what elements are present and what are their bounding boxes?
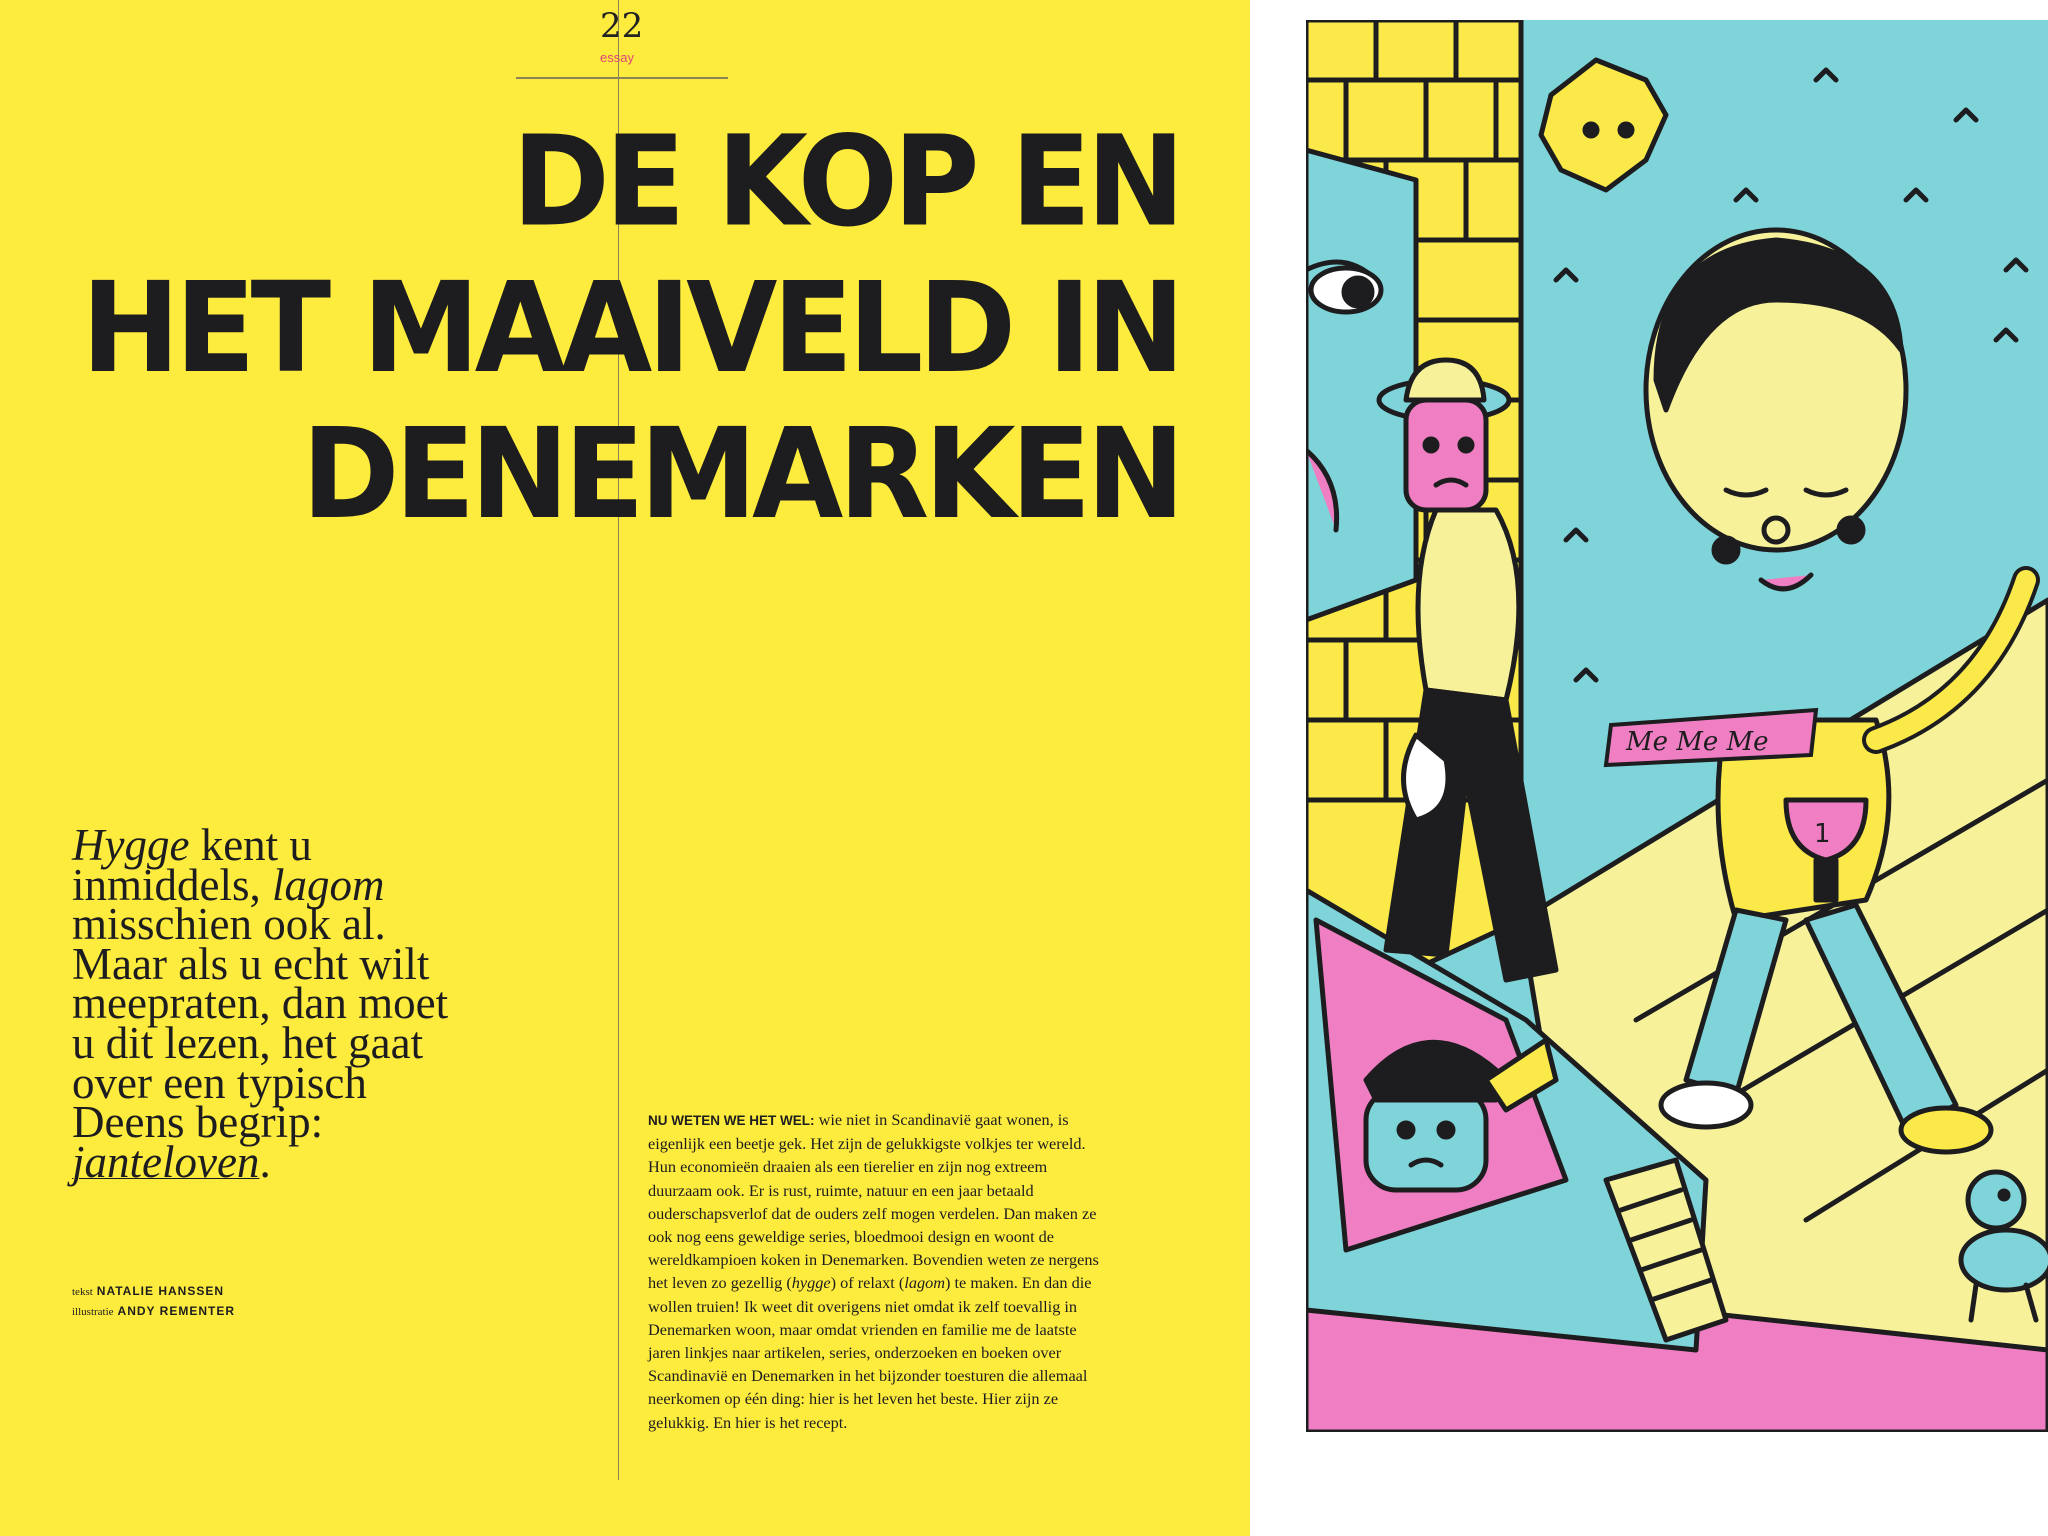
headline-line-1: DE KOP EN: [511, 108, 1180, 255]
article-body: [648, 1108, 1104, 1434]
article-lead-in: NU WETEN WE HET WEL:: [648, 1113, 815, 1128]
section-label: essay: [600, 50, 634, 65]
article-term-lagom: lagom: [904, 1273, 946, 1293]
credit-illustration: [72, 1302, 235, 1322]
headline-line-3: DENEMARKEN: [301, 400, 1180, 547]
credits: [72, 1282, 235, 1321]
headline-line-2: HET MAAIVELD IN: [81, 254, 1180, 401]
sash-text: Me Me Me: [1626, 727, 1769, 757]
header-rule: [516, 77, 728, 79]
intro-term-janteloven: janteloven: [72, 1136, 260, 1187]
article-paragraph-part-1: wie niet in Scandinavië gaat wonen, is eigenlijk een beetje gek. Het zijn de gelukkigste volkjes ter wereld. Hun economieën draaien als een tierelier en zijn nog extreem duurzaam ook. Er is rust, ruimte, natuur en een jaar betaald ouderschapsverlof dat de ouders zelf mogen verdelen. Dan maken ze ook nog eens geweldige series, bloedmooi design en woont de wereldkampioen koken in Denemarken. Bovendien weten ze nergens het leven zo gezellig (: [648, 1110, 1099, 1293]
intro-part-2: misschien ook al. Maar als u echt wilt meepraten, dan moet u dit lezen, het gaat over een typisch Deens begrip:: [72, 899, 449, 1148]
editorial-illustration: [1306, 20, 2048, 1432]
headline: [80, 108, 1180, 547]
trophy-number: 1: [1814, 819, 1831, 849]
page-number: 22: [600, 6, 644, 46]
intro-term-lagom: lagom: [272, 859, 385, 910]
credit-illustration-name: ANDY REMENTER: [117, 1303, 236, 1318]
article-paragraph-part-3: ) te maken. En dan die wollen truien! Ik weet dit overigens niet omdat ik zelf toevallig in Denemarken woon, maar omdat vrienden en familie me de laatste jaren linkjes naar artikelen, series, onderzoeken en boeken over Scandinavië en Denemarken in het bijzonder toesturen die allemaal neerkomen op één ding: hier is het leven het beste. Hier zijn ze gelukkig. En hier is het recept.: [648, 1273, 1092, 1432]
intro-part-1: kent u inmiddels,: [72, 820, 312, 910]
article-paragraph-part-2: ) of relaxt (: [830, 1273, 905, 1293]
credit-illustration-label: illustratie: [72, 1305, 114, 1318]
credit-text-name: NATALIE HANSSEN: [96, 1284, 225, 1298]
article-term-hygge: hygge: [791, 1273, 831, 1293]
intro-term-hygge: Hygge: [72, 820, 190, 870]
credit-text: [72, 1282, 235, 1302]
credit-text-label: tekst: [72, 1286, 93, 1298]
intro-text: [72, 820, 472, 1187]
intro-end: .: [259, 1136, 271, 1187]
